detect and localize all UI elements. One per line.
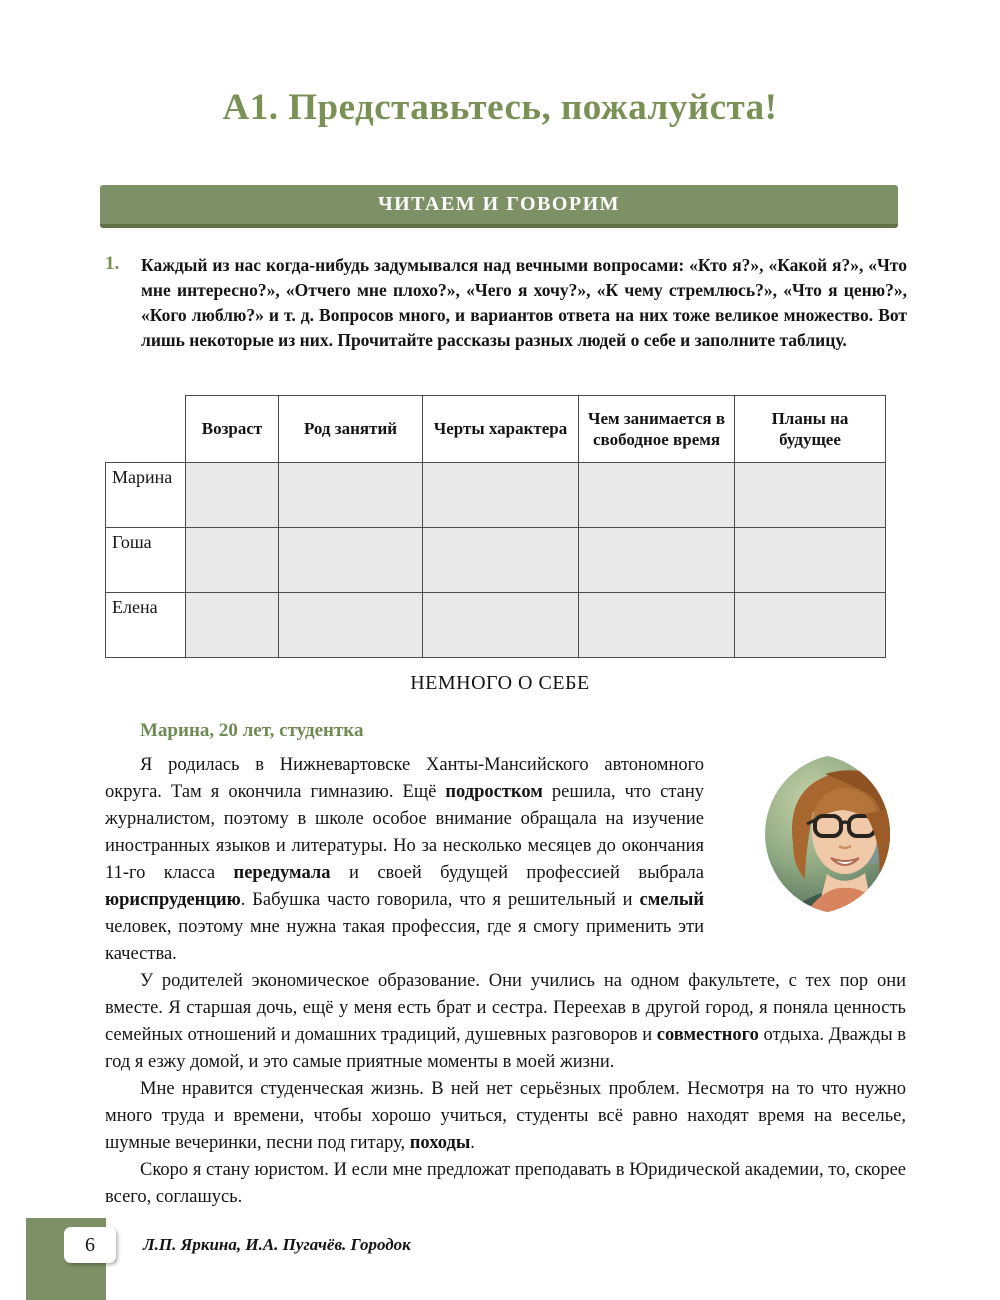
- col-header-free-time: Чем занимается в свободное время: [579, 396, 735, 463]
- story-text: [105, 752, 906, 1211]
- blank-cell: [423, 593, 579, 658]
- story-paragraph-text: У родителей экономическое образование. Они учились на одном факультете, с тех пор они вместе. Я старшая дочь, ещё у меня есть брат и сестра. Переехав в другой город, я поняла ценность семейных отношений и домашних традиций, душевных разговоров и совместного отдыха. Дважды в год я езжу домой, и это самые приятные моменты в моей жизни.: [105, 971, 906, 1072]
- page-title: А1. Представьтесь, пожалуйста!: [222, 87, 778, 128]
- blank-cell: [279, 593, 423, 658]
- story-paragraph-text: Мне нравится студенческая жизнь. В ней нет серьёзных проблем. Несмотря на то что нужно много труда и времени, чтобы хорошо учиться, студенты всё равно находят время на веселье, шумные вечеринки, песни под гитару, походы.: [105, 1079, 906, 1153]
- woman-portrait-photo: [730, 754, 890, 914]
- story-paragraph: [105, 1076, 906, 1157]
- table-row: [106, 463, 886, 528]
- blank-cell: [579, 593, 735, 658]
- exercise-block: [105, 253, 907, 353]
- row-label-elena: Елена: [106, 593, 186, 658]
- row-label-marina: Марина: [106, 463, 186, 528]
- book-citation: Л.П. Яркина, И.А. Пугачёв. Городок: [143, 1235, 411, 1254]
- story-paragraph-text: Скоро я стану юристом. И если мне предложат преподавать в Юридической академии, то, скорее всего, соглашусь.: [105, 1160, 906, 1207]
- page-number: 6: [64, 1227, 116, 1263]
- col-header-character-traits: Черты характера: [423, 396, 579, 463]
- table-row: [106, 528, 886, 593]
- blank-cell: [735, 463, 886, 528]
- exercise-instructions: Каждый из нас когда-нибудь задумывался над вечными вопросами: «Кто я?», «Какой я?», «Что мне интересно?», «Отчего мне плохо?», «Чего я хочу?», «К чему стремлюсь?», «Что я ценю?», «Кого люблю?» и т. д. Вопросов много, и вариантов ответа на них тоже великое множество. Вот лишь некоторые из них. Прочитайте рассказы разных людей о себе и заполните таблицу.: [141, 255, 907, 350]
- table-header-row: [106, 396, 886, 463]
- blank-cell: [279, 528, 423, 593]
- blank-cell: [186, 528, 279, 593]
- story-paragraph-text: Я родилась в Нижневартовске Ханты-Мансийского автономного округа. Там я окончила гимназию. Ещё подростком решила, что стану журналистом, поэтому в школе особое внимание обращала на изучение иностранных языков и литературы. Но за несколько месяцев до окончания 11-го класса передумала и своей будущей профессией выбрала юриспруденцию. Бабушка часто говорила, что я решительный и смелый человек, поэтому мне нужна такая профессия, где я смогу применить эти качества.: [105, 755, 704, 964]
- blank-cell: [579, 528, 735, 593]
- blank-cell: [186, 463, 279, 528]
- story-paragraph: [105, 1157, 906, 1211]
- blank-cell: [735, 593, 886, 658]
- story-paragraph: [105, 752, 906, 968]
- col-header-future-plans: Планы на будущее: [735, 396, 886, 463]
- blank-cell: [423, 463, 579, 528]
- blank-cell: [279, 463, 423, 528]
- blank-cell: [423, 528, 579, 593]
- row-label-gosha: Гоша: [106, 528, 186, 593]
- table-row: [106, 593, 886, 658]
- story-paragraph: [105, 968, 906, 1076]
- story-section-title: НЕМНОГО О СЕБЕ: [410, 672, 590, 694]
- story-subheading: Марина, 20 лет, студентка: [140, 720, 364, 741]
- col-header-age: Возраст: [186, 396, 279, 463]
- col-header-occupation: Род занятий: [279, 396, 423, 463]
- exercise-number: 1.: [105, 253, 120, 274]
- blank-cell: [579, 463, 735, 528]
- blank-cell: [186, 593, 279, 658]
- section-banner-label: ЧИТАЕМ И ГОВОРИМ: [377, 193, 621, 215]
- fill-in-table: [105, 395, 886, 658]
- blank-cell: [735, 528, 886, 593]
- section-banner: [100, 185, 898, 228]
- table-corner-cell: [106, 396, 186, 463]
